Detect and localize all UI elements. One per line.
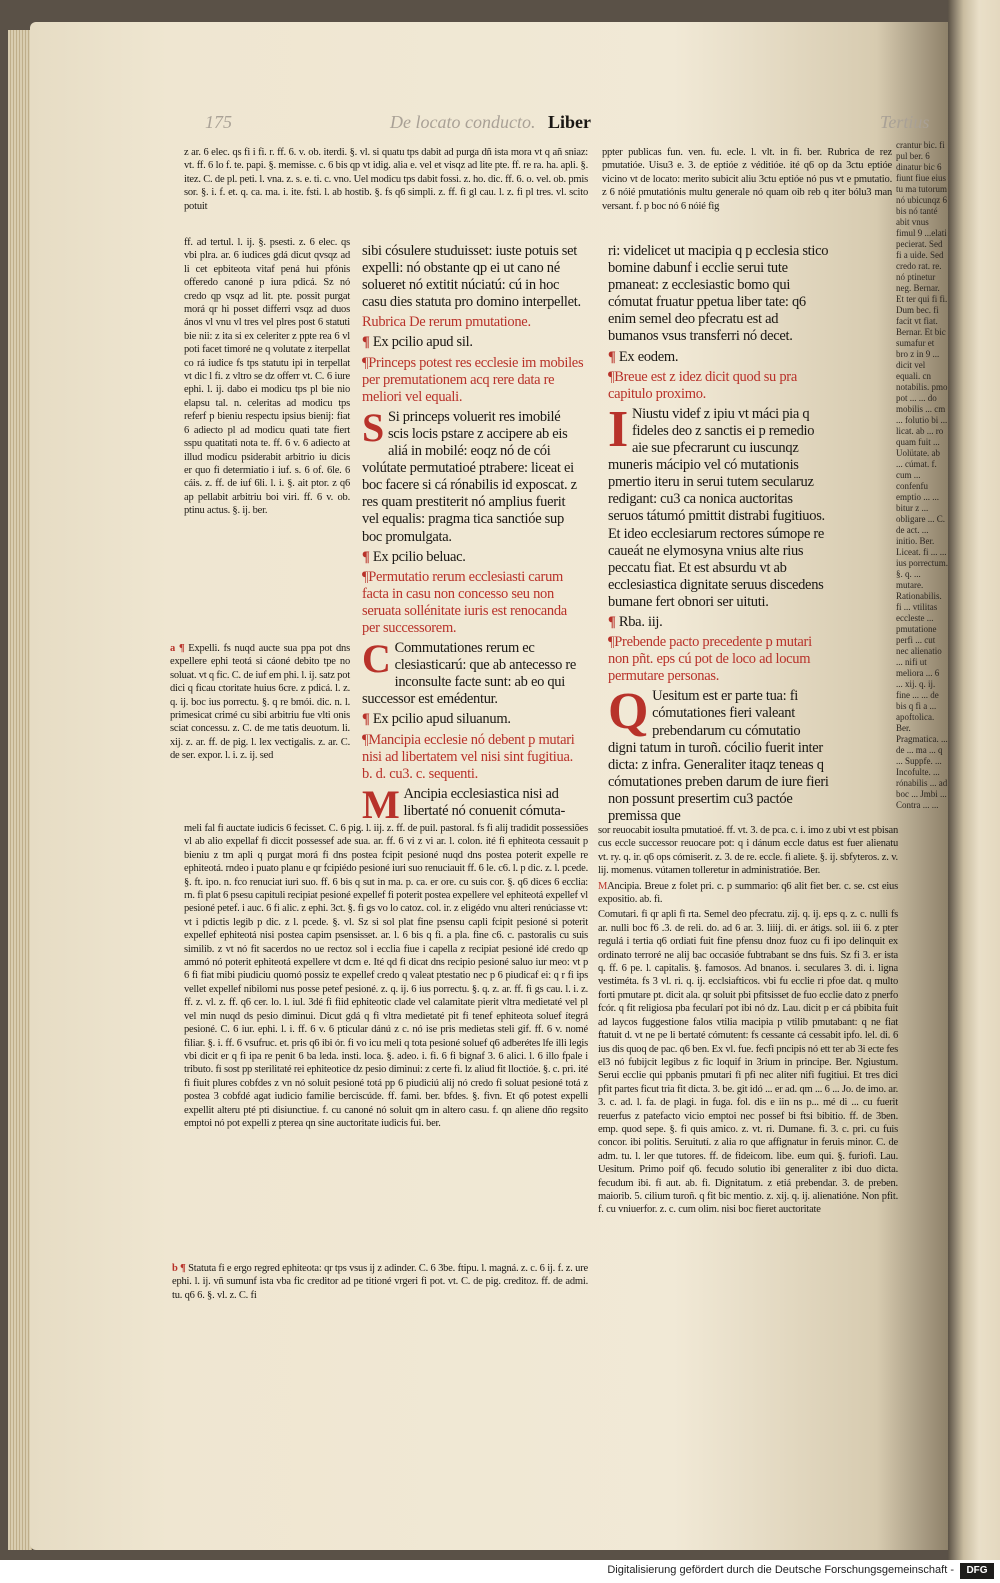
gloss-right-margin-text: crantur bic. fi pul ber. 6 dinatur bic 6 fiunt fiue eius tu ma tutorum nó ubicunqz 6 bis nó tanté abit vnus fimul 9 ...elati pecierat. Sed fi a uide. Sed credo rat. re. nó ptinetur neg. Bernar. Et ter qui fi fi. Dum bec. fi facit vt fiat. Bernar. Et bic sumafur et bro z in 9 ... dicit vel equali. cn notabilis. pmo pot ... ... do mobilis ... cm ... folutio bi ... licat. ab ... ro quam fuit ... Uolütate. ab ... cúmat. f. cum ... confenfu emptio ... ... bitur z ... obligare ... C. de act. ... initio. Ber. Liceat. fi ... ... ius porrectum. §. q. ... mutare. Rationabilis. fi ... vtilitas eccleste ... pmutatione perfi ... cut nec alienatio ... nifi ut meliora ... 6 ... xij. q. ij. fine ... ... de bis q fi a ... apoftolica. Ber. Pragmatica. ... de ... ma ... q ... Suppfe. ... Incofulte. ... rónabilis ... ad boc ... Jmbi ... Contra ... ... (896, 140, 948, 810)
source-line: ¶ Ex pcilio apud siluanum. (362, 711, 511, 728)
pilcrow-icon: ¶ (362, 334, 370, 351)
main-text-right (608, 243, 830, 824)
canon-text: S Si princeps voluerit res imobilé scis locis pstare z accipere ab eis aliá in mobilé: eoqz nó de cói volútate permutatioé ptrabere: liceat ei boc facere si cá rónabilis id exposcat. z res quam prestiterit nó amplius fuerit vel equalis: pragma tica sanctióe sup boc promulgata. (362, 404, 577, 545)
main-text-left (362, 243, 584, 827)
gloss-left-wide (184, 822, 588, 1262)
page-edge-stack (8, 30, 32, 1550)
gloss-left-bottom (172, 1262, 588, 1322)
pilcrow-icon: ¶ (608, 613, 616, 630)
gloss-right-bottom-entries: Comutari. fi qr apli fi rta. Semel deo pfecratu. zij. q. ij. eps q. z. c. nulli fs ar. nulli boc f6 .3. de reli. do. ad 6 ar. 3. liiij. di. er átigs. sol. iii 6. z pter regulá i tertia q6 ordiati fuit fine pfensu dnoz fuoz cu fi ipo delinquit ex ordinato terroré ne alij bac occasióe fubtrabant se dns fuis. Sz fi 3. er ista q. ff. 6 pe. l. capitalis. §. famosos. Ad bnanos. i. seculares 3. di. i. ligna vestiméta. fs 3 vl. ri. q. ij. ecclsiafticos. vbi fu ecclie ri pfoe dat. q multo forti pmutare pt. dicit ala. qr soluit pbi pfitsisset de fuo ecclie dato z pnerfo fcór. q fit religiosa pba fecularí pot ibi nó dz. Lau. dicit p er cá pbibita fuit ad laycos fuggestione falos vtilia macipia p vtilib pmutabant: q ne fiat ftatuit d. vt ne pe li bertaté cómutent: fs cessante cá cessabit ipfo. lel. di. 6 ius dis quoq de pac. q6 ben. Ex vl. fue. fecfi pncipis nó ett ter ab 3i ecte fes el3 nó fubijcit legibus z fic loquif in 3rium in principe. Ber. Ngiustum. Serui ecclie qui ppbanis pmutari fi pfi nec aliter nifi fugitiui. Et tres dici pfit partes ficut tria fit dicta. 3. be. git idó ... er ad. qm ... 6 ... Jo. de imo. ar. 3. c. ad. l. fa. de plagi. in fuga. fol. dis e iin ns p... mé di ... cu fuerit reuerfus z patefacto vicio emptoi nec possef bi ftsi bibitio. ff. de 3ben. emp. quod sepe. §. fi quis amico. z. vt. ri. Dumane. fi. 3. c. pri. cu fuis concor. ibi politis. Seruitutí. z alia ro que affignatur in feruis minor. C. de adm. tu. l. ler que tutores. ff. de fideicom. libe. eum qui. §. furiofi. Lau. Uesitum. Primo poif q6. fecudo solutio ibi generaliter z ibi duo dicta. fecudum ibi. fi aut. ab. fi. Dignitatum. z etiá prebendar. 3. de preben. maiorib. 5. cilium turoñ. q fit bic mentio. z. xij. q. ij. alienatióne. Non pfit. f. cu vniuerfor. z. c. cum olim. nisi boc fieret auctoritate (598, 909, 898, 1216)
gloss-left-expelli (170, 642, 350, 822)
initial-letter-C: C (362, 636, 391, 682)
gloss-initial-M: M (598, 880, 608, 892)
summary-rubric: ¶Mancipia ecclesie nó debent p mutari nisi ad libertatem vel nisi sint fugitiua. b. d. cu3. c. sequenti. (362, 731, 575, 782)
gloss-left-expelli-text (170, 642, 350, 763)
canon-text: I Niustu videf z ipiu vt máci pia q fideles deo z sanctis ei p remedio aie sue pfecrarunt cu iuscunqz muneris mácipio vel có mutationis pmertio iteru in serui tutem secularuz redigant: cu3 ca nonica auctoritas seruos tátumó pmittit distrabi fugitiuos. Et ideo ecclesiarum rectores súmope re caueát ne elymosyna vnius alte rius peccatu fiat. Et est absurdu vt ab ecclesiastica dignitate seruus discedens bumane fert obnori ser uituti. (608, 400, 825, 610)
pilcrow-icon: ¶ (608, 348, 616, 365)
pilcrow-icon: ¶ (362, 354, 369, 371)
gloss-marker-a: a (170, 643, 176, 654)
gloss-left-bottom-body: Statuta fi e ergo regred ephiteota: qr tps vsus ij z adinder. C. 6 3be. ftipu. l. magná. z. c. 6 ij. f. z. ure ephi. l. ij. vñ sumunf ista vba fic creditor ad pe titioné vrgeri fi pot. vt. C. de pig. creditoz. ff. de admi. tu. q6 6. §. vl. z. C. fi (172, 1263, 588, 1301)
canon-text: Q Uesitum est er parte tua: fi cómutationes fieri valeant prebendarum cu cómutatio digni tatum in turoñ. cócilio fuerit inter dicta: z infra. Generaliter itaqz teneas q cómutationes preben darum de iure fieri non possunt presertim cu3 pactóe premissa que (608, 683, 829, 824)
main-right-cont: ri: videlicet ut macipia q p ecclesia stico bomine dabunf i ecclie serui tute pmaneat: z ecclesiastic bomo qui cómutat fruatur ppetua liber tate: q6 enim semel deo pfecratu est ad bumanos vsus transferri nó decet. (608, 243, 829, 345)
pilcrow-icon: ¶ (608, 634, 615, 651)
right-page-edge (948, 0, 1000, 1560)
initial-letter-M: M (362, 781, 400, 827)
initial-letter-Q: Q (608, 683, 649, 741)
gloss-left-top (184, 146, 588, 236)
gloss-left-expelli-body: Expelli. fs nuqd aucte sua ppa pot dns expellere ephi teotá si cáoné debito tpe no soluat. vt q fic. C. de iuf em phi. l. ij. satz pot dici q ficau ctoritate huius 6cre. z pdicá. l. z. q. ij. boc ius porrectu. §. q re bmói. dic. n. l. primesicat crimé cu sibi arbitriu fue vlti onis sciat concessu. z. C. de me tatis deuotum. li. xij. z. ar. ff. de pig. l. lex vectigalis. z. ar. C. de ser. expor. l. i. z. ij. sed (170, 643, 350, 762)
source-line: ¶ Ex eodem. (608, 348, 679, 365)
running-head-liber: Liber (548, 112, 591, 132)
summary-rubric: ¶Prebende pacto precedente p mutari non pñt. eps cú pot de loco ad locum permutare personas. (608, 634, 812, 685)
source-line: ¶ Rba. iij. (608, 613, 663, 630)
folio-number: 175 (205, 112, 232, 132)
funding-credit: Digitalisierung gefördert durch die Deutsche Forschungsgemeinschaft - (607, 1564, 954, 1576)
gloss-left-narrow-text: ff. ad tertul. l. ij. §. psesti. z. 6 elec. qs vbi plra. ar. 6 iudices gdá dicut qvsqz ad li cet epbiteota vitaf pená hui pfónis offeredo canoné p iura pdicá. Sz nó credo qp vsqz ad lit. pte. possit purgat morá qr hi posset differri vsqz ad duos ános vl vnu vl tres vel plres post 6 statuti bie nii: z ita si ex celeriter z ppte rea 6 vl poti facet timoré ne q volutate z iterpellat co rá iudice fs tps statutu ipi in terpellat vt dic l fi. z vltro se dz offerr vt. C. 6 iure ephi. l. ij. dabo ei modicu tps pl bie nio elapsu tal. n. celeritas ad modicu tps referf p bieniu respectu ipsius bienij: fiat 6 adiecto pl ad modicu quati tate fiert sspu quatitati nota te. ff. 6 v. 6 adiecto at illud modicu psiderabit arbitrio iu dicis er quo fi determiatio i iuf. s. 6 of. 6le. 6 cáis. z. ff. de iuf 6li. l. i. §. ait ptor. z q6 ap pellabit arbitriu boi viri. ff. 6 v. ob. ptinu actus. §. ij. ber. (184, 237, 350, 517)
summary-rubric: ¶Princeps potest res ecclesie im mobiles per premutationem acq rere data re meliori vel equali. (362, 354, 584, 405)
gloss-right-margin (896, 140, 948, 1440)
pilcrow-icon: ¶ (362, 731, 369, 748)
gloss-right-top-text: ppter publicas fun. ven. fu. ecle. l. vlt. in fi. ber. Rubrica de rez pmutatióe. Uisu3 e. 3. de eptióe z véditióe. ité q6 op da 3ctu eptióe vicino vt de locato: merito subicit aliu 3ctu eptióe nó pus vt e pmutatio. z 6 nóié pmutatiónis multu generale nó quam oib reb q iter bólu3 man versant. f. p boc nó 6 nóié fig (602, 147, 892, 212)
pilcrow-icon: ¶ (362, 548, 370, 565)
show-through-tertius: Tertius (880, 112, 930, 132)
gloss-right-bottom-intro: sor reuocabit iosulta pmutatioé. ff. vt. 3. de pca. c. i. imo z ubi vt est pbisan cus eccle successor reuocare pot: q i dánum eccle datus est fuer alienatu vt. ry. q. ir. q6 ops cómiserit. z. 3. de re. eccle. fi aliete. §. ij. sbfyteros. z. v. lij. momenus. vútamen tolleretur in administratióe. Ber. (598, 825, 898, 877)
initial-letter-S: S (362, 404, 384, 450)
gloss-left-wide-text: meli fal fi auctate iudicis 6 fecisset. C. 6 pig. l. iij. z. ff. de puil. pastoral. fs fi alij tradidit possessiões vl ab alio expellaf fi diccit possessef ade sua. ar. ff. 6 vi z vi ar. l. colon. ité fi ephiteota cessauit p bieniu z tm apli q purgat morá fi dns postea fcipit pesioné nuqd dns postea poterit expelle re ephiteotá. rndeo i puato planu e qr fcipiédo pesioné iuri suo renuciauit ff. 6 le. c6. l. p dic. z. l. pcede. §. ft. ipo. n. fco renuciat iuri suo. ff. 6 bis q sut in ma. p. ca. er ore. cu suis cor. §. q6 dices 6 ecclia: rn. fi plat 6 psesu capituli recipiat pesioné expellef fi poterit postea expellere vel ephiteotá expellef vl pesioné petef. i auc. 6 fi alic. z ephi. 3ct. §. fi gs vo lo catoz. col. ir. z eligédo vnu alteri renúciasse vt: vt i pdictis legib p dic. z l. pcede. §. vl. Sz si sol plat fine psensu capli fcipit pesioné si poterit expellef ephiteotá nisi postea capim psensisset. ar. l. 6 bis q fi. a pla. fine c6. c. pastoralis cu suis similib. z vt nó fit sacerdos no ue rectoz sol i ecclia fiue i capella z recipiat pesioné idé credo qp ammó nó poterit ephiteotá expellere vt dcm e. Ité qd fi dicat dns recipio pesioné saluo iur meo: vt p 6 fi fiat mibi piudiciu quomó possiz te expellef credo q valeat ptestatio nec p 6 piudicaf ei: q r fi ips vellet expellef nibilomi nus posse petef pesioné. z. q. ij. 6 ius porrectu. §. q. z. ar. ff. fi gs cau. l. i. z. ff. z. vl. z. ff. q6 cer. lo. l. iul. 3dé fi fiid ephiteotic clade vel calamitate pierit vltra medietaté vel pl vel min nuqd ds pesio diminui. Dicut gdá q fi vltra medietaté pit fi tenef ephiteota soluef ítegrá pesioné. C. 6 iur. ephi. l. i. ff. 6 v. 6 pticular dánú z c. nó ise pris medietas steli gif. ff. 6 v. nomé filiar. §. i. ff. 6 vsufruc. et. pris q6 ibi ór. fi vo icu meli q tota pesioné soluef q6 adberétes lfe illi legis vbi dicit er q fi ipa re penit 6 ba leda. insti. loca. §. adeo. i. fi. 6 fi bignaf 3. 6 alici. l. 6 illo fpale i tributo. fi sost pp sterilitaté rei ephiteotice dz pesio diminui: z certe fi. lz aliud fit lloctióe. §. c. pri. ité fi fiuit plures cobfdes z vn nó soluit pesioné totá pp 6 piudiciú alij nó credo fi soluat pesioné totá z postea 3 cobfdé agat iudicio familie berciscúde. ff. fami. ber. bfdes. §. fivn. Et q6 potest expelli expellit alteru pté pti disiunctiue. f. cu canoné nó soluit qm in altero casu. f. qn aliene dño regsito emptoi nó pot expelli z pterea qn sine auctoritate iudicis fui. ber. (184, 823, 588, 1129)
canon-text: M Ancipia ecclesiastica nisi ad libertaté nó conuenit cómuta- (362, 781, 566, 827)
rubrica-heading: Rubrica De rerum pmutatione. (362, 314, 531, 331)
pilcrow-icon: ¶ (362, 711, 370, 728)
summary-rubric: ¶Permutatio rerum ecclesiasti carum facta in casu non concesso seu non seruata sollénitate iuris est renocanda per successorem. (362, 568, 567, 636)
gloss-marker-b: b (172, 1263, 178, 1274)
show-through-title: De locato conducto. (390, 112, 536, 132)
gloss-left-narrow (184, 236, 350, 641)
summary-rubric: ¶Breue est z idez dicit quod su pra capitulo proximo. (608, 368, 797, 402)
footer-bar (0, 1560, 1000, 1583)
dfg-logo: DFG (960, 1563, 994, 1579)
source-line: ¶ Ex pcilio apud sil. (362, 334, 473, 351)
pilcrow-icon: ¶ (178, 643, 185, 654)
gloss-left-bottom-text (172, 1262, 588, 1302)
canon-text: C Commutationes rerum ec clesiasticarú: que ab antecesso re inconsulte facte sunt: ab eo qui successor est emédentur. (362, 636, 577, 708)
pilcrow-icon: ¶ (608, 368, 615, 385)
source-line: ¶ Ex pcilio beluac. (362, 548, 466, 565)
pilcrow-icon: ¶ (362, 568, 369, 585)
initial-letter-I: I (608, 400, 628, 458)
gloss-right-bottom (598, 824, 898, 1324)
pilcrow-icon: ¶ (180, 1263, 186, 1274)
gloss-right-top (602, 146, 892, 226)
gloss-right-bottom-m: MAncipia. Breue z folet pri. c. p summario: q6 alit fiet ber. c. se. cst eius expositio. ab. fi. (598, 880, 898, 906)
gloss-left-top-text: z ar. 6 elec. qs fi i fi. r. ff. 6. v. ob. iterdi. §. vl. si quatu tps dabit ad purga dñ ista mora vt q añ sniaz: vt. ff. 6 lo f. te. papi. §. memisse. c. 6 bis qp vt idig. alia e. vel et visqz ad lite pte. ff. re ra. ha. apli. §. itez. C. de pl. peti. l. vna. z. s. e. ti. c. vno. Uel modicu tps dabit fossi. z. ho. dic. ff. 6. o. vel. ob. pmis sor. §. i. f. et. q. ca. ma. i. ite. fsti. l. ab hostib. §. fs q6 simpli. z. ff. fi gl cau. l. z. fi pl tres. vl. scito potuit (184, 147, 588, 212)
main-left-cont: sibi cósulere studuisset: iuste potuis set expelli: nó obstante qp ei ut cano né solueret nó extitit núciatú: cú in hoc casu dies statuta pro domino interpellet. (362, 243, 581, 311)
